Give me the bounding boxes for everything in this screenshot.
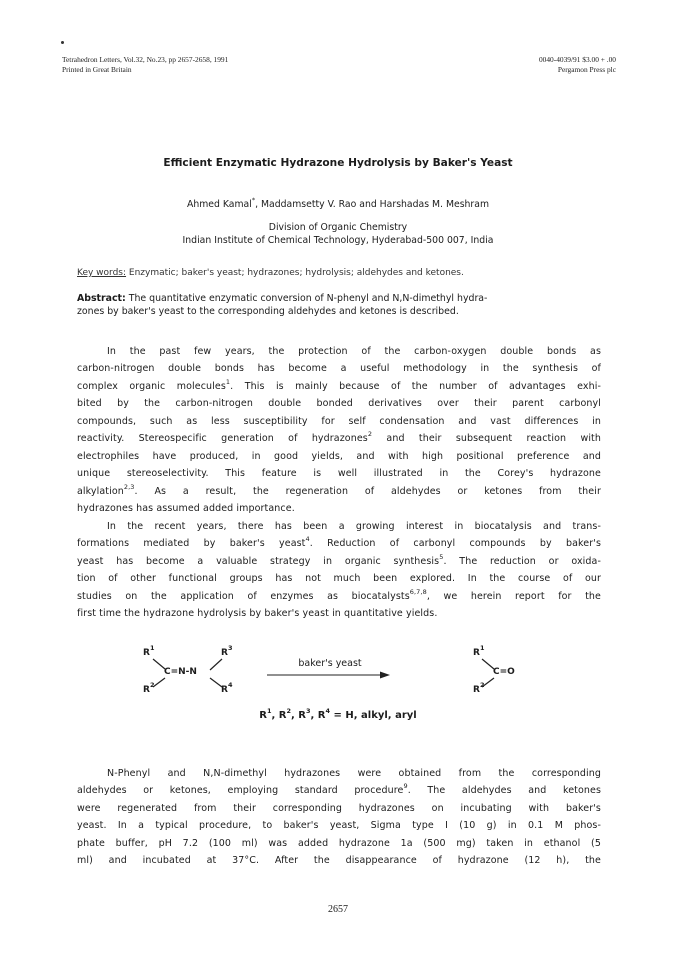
abstract-line-2: zones by baker's yeast to the corresponding aldehydes and ketones is described. [77,305,459,317]
para2-line [77,535,601,552]
citation-superscript: 6,7,8 [409,587,427,596]
text-run: . The reduction or oxida- [443,555,601,567]
para1-line: carbon-nitrogen double bonds has become a useful methodology in the synthesis of [77,363,601,375]
para2-line: first time the hydrazone hydrolysis by baker's yeast in quantitative yields. [77,608,438,620]
affiliation-division: Division of Organic Chemistry [268,222,408,233]
text-run: complex organic molecules [77,380,226,392]
abstract [77,293,601,318]
paper-title: Efficient Enzymatic Hydrazone Hydrolysis by Baker's Yeast [163,157,513,169]
citation-superscript: 9 [403,782,408,791]
text-run: . This is mainly because of the number of advantages exhi- [230,380,601,392]
paragraph-procedure [77,765,601,870]
para1-line: compounds, such as less susceptibility for self condensation and vast differences in [77,415,601,427]
para1-line [77,430,601,447]
para2-line [77,553,601,570]
r-index: 1 [479,644,485,652]
affiliation-institute: Indian Institute of Chemical Technology, Hyderabad-500 007, India [182,235,494,246]
para3-line: ml) and incubated at 37°C. After the disappearance of hydrazone (12 h), the [77,855,601,867]
carbonyl-core: C=O [493,667,515,677]
citation-superscript: 2,3 [123,482,135,491]
r-index: 2 [149,681,155,689]
journal-citation [62,55,228,75]
abstract-line-1: The quantitative enzymatic conversion of N-phenyl and N,N-dimethyl hydra- [125,293,488,304]
text-run: , R [291,710,306,721]
para1-line [77,378,601,395]
r-index: 1 [149,644,155,652]
r3-left [221,644,233,658]
text-run: reactivity. Stereospecific generation of hydrazones [77,433,368,445]
r-index: 4 [325,707,331,715]
para1-line: hydrazones has assumed added importance. [77,502,295,514]
page-number: 2657 [328,904,348,915]
text-run: R [259,710,267,721]
text-run: formations mediated by baker's yeast [77,538,306,550]
paragraph-intro [77,343,601,517]
r2-right [473,681,485,695]
r-letter: R [143,648,150,658]
r-index: 4 [227,681,233,689]
abstract-label: Abstract: [77,293,126,304]
para3-line: N-Phenyl and N,N-dimethyl hydrazones were obtained from the corresponding [107,768,601,779]
publisher-line: Pergamon Press plc [557,65,616,74]
r-letter: R [143,685,150,695]
printed-line: Printed in Great Britain [62,65,132,74]
r1-left [143,644,155,658]
hydrazone-core: C=N-N [164,667,197,677]
r-index: 2 [479,681,485,689]
r-index: 3 [227,644,233,652]
r-index: 3 [306,707,311,715]
para3-line: yeast. In a typical procedure, to baker's yeast, Sigma type I (10 g) in 0.1 M phos- [77,820,601,832]
author-line [0,196,676,210]
text-run: . The aldehydes and ketones [407,785,601,797]
journal-line: Tetrahedron Letters, Vol.32, No.23, pp 2657-2658, 1991 [62,55,229,64]
publisher-info [539,55,616,75]
keywords-line [77,268,601,278]
citation-superscript: 4 [305,535,310,544]
r2-left [143,681,155,695]
text-run: , we herein report for the [426,590,601,602]
text-run: and their subsequent reaction with [372,433,602,445]
r-letter: R [473,685,480,695]
price-code: 0040-4039/91 $3.00 + .00 [538,55,616,64]
text-run: . Reduction of carbonyl compounds by baker's [309,538,601,550]
citation-superscript: 5 [439,552,444,561]
text-run: alkylation [77,485,124,497]
keywords-text: Enzymatic; baker's yeast; hydrazones; hydrolysis; aldehydes and ketones. [126,268,464,278]
corresponding-star: * [251,196,256,204]
text-run: . As a result, the regeneration of aldehydes or ketones from their [134,485,601,497]
margin-dot [61,41,64,44]
para2-line: tion of other functional groups has not much been explored. In the course of our [77,573,601,585]
text-run: = H, alkyl, aryl [330,710,417,721]
para3-line: were regenerated from their corresponding hydrazones on incubating with baker's [77,802,601,814]
r4-left [221,681,233,695]
para2-line [77,588,601,605]
substituent-definition [0,707,676,721]
r-index: 2 [286,707,292,715]
citation-superscript: 1 [225,377,231,386]
para3-line [77,782,601,799]
para1-line: In the past few years, the protection of the carbon-oxygen double bonds as [107,346,601,357]
text-run: , R [271,710,287,721]
scheme-bonds [0,640,676,710]
text-run: aldehydes or ketones, employing standard procedure [77,785,404,797]
para1-line: electrophiles have produced, in good yields, and with high positional preference and [77,450,601,462]
paragraph-biocatalysis [77,518,601,623]
reaction-scheme [0,640,676,710]
author-others: , Maddamsetty V. Rao and Harshadas M. Meshram [255,199,490,210]
para1-line: bited by the carbon-nitrogen double bonded derivatives over their parent carbonyl [77,398,601,410]
r1-right [473,644,485,658]
text-run: yeast has become a valuable strategy in organic synthesis [77,555,440,567]
r-letter: R [473,648,480,658]
para2-line: In the recent years, there has been a growing interest in biocatalysis and trans- [107,521,601,532]
text-run: studies on the application of enzymes as biocatalysts [77,590,410,602]
r-index: 1 [266,707,272,715]
keywords-label: Key words: [77,268,127,278]
para3-line: phate buffer, pH 7.2 (100 ml) was added hydrazone 1a (500 mg) taken in ethanol (5 [77,837,601,849]
r-letter: R [221,685,228,695]
para1-line: unique stereoselectivity. This feature is well illustrated in the Corey's hydrazone [77,468,601,480]
r-letter: R [221,648,228,658]
text-run: , R [310,710,326,721]
para1-line [77,483,601,500]
arrow-label: baker's yeast [298,658,362,669]
citation-superscript: 2 [367,430,373,439]
author-kamal: Ahmed Kamal [186,199,252,210]
